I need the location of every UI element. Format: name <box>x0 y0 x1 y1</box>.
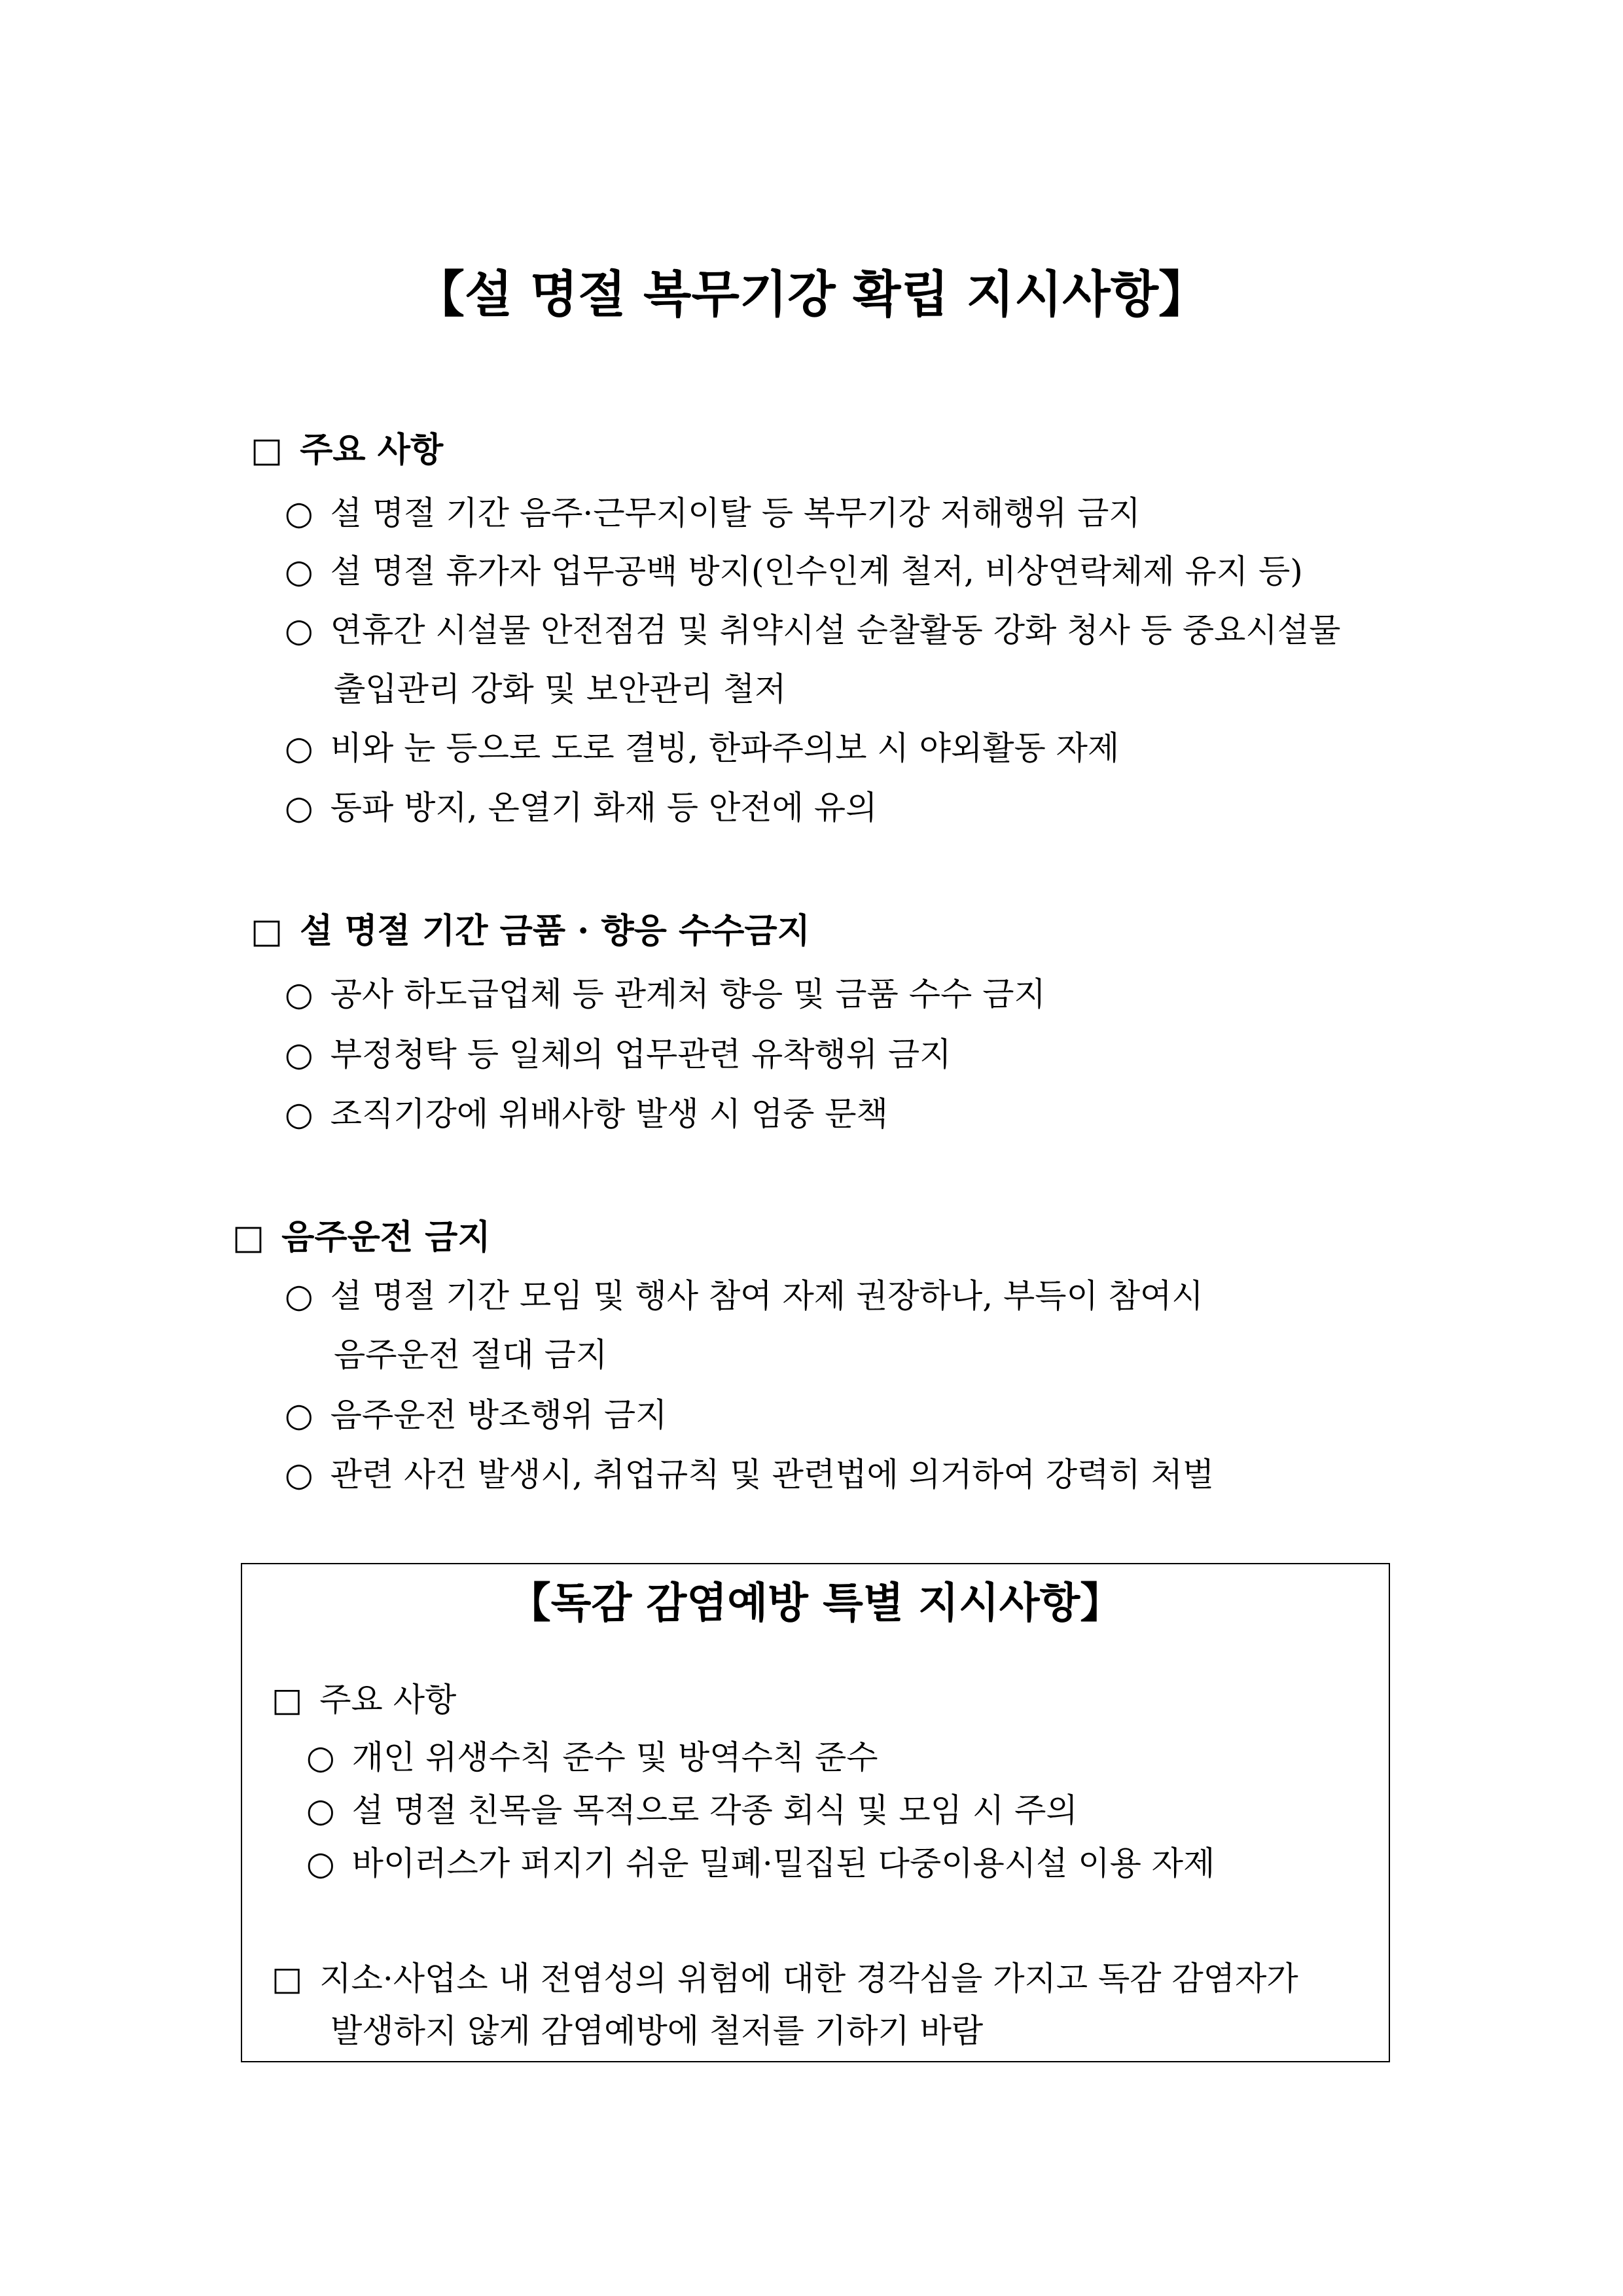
list-item: ○ 공사 하도급업체 등 관계처 향응 및 금품 수수 금지 <box>285 971 1046 1017</box>
circle-bullet-icon: ○ <box>285 494 313 532</box>
section-heading-main <box>251 427 443 473</box>
list-item: ○ 설 명절 기간 음주·근무지이탈 등 복무기강 저해행위 금지 <box>285 490 1141 536</box>
list-item: ○ 바이러스가 퍼지기 쉬운 밀폐·밀집된 다중이용시설 이용 자제 <box>306 1840 1215 1886</box>
circle-bullet-icon: ○ <box>285 1396 313 1434</box>
circle-bullet-icon: ○ <box>306 1844 335 1882</box>
square-bullet-icon: □ <box>272 1960 303 1998</box>
circle-bullet-icon: ○ <box>285 611 313 649</box>
list-item-continuation: 출입관리 강화 및 보안관리 철저 <box>334 670 787 708</box>
circle-bullet-icon: ○ <box>285 975 313 1013</box>
box-heading-label: 주요 사항 <box>319 1681 457 1719</box>
section-heading-gifts <box>251 908 810 954</box>
circle-bullet-icon: ○ <box>285 1095 313 1133</box>
list-item: ○ 개인 위생수칙 준수 및 방역수칙 준수 <box>306 1734 878 1780</box>
box-title: 【독감 감염예방 특별 지시사항】 <box>508 1579 1122 1628</box>
section-heading-label: 음주운전 금지 <box>281 1217 491 1257</box>
circle-bullet-icon: ○ <box>285 1456 313 1494</box>
list-item-continuation: 음주운전 절대 금지 <box>334 1336 608 1374</box>
section-heading-drunk-driving <box>232 1215 491 1261</box>
list-item: ○ 관련 사건 발생시, 취업규칙 및 관련법에 의거하여 강력히 처벌 <box>285 1452 1214 1498</box>
list-item: ○ 조직기강에 위배사항 발생 시 엄중 문책 <box>285 1091 888 1137</box>
list-item: ○ 부정청탁 등 일체의 업무관련 유착행위 금지 <box>285 1031 952 1077</box>
list-item: ○ 동파 방지, 온열기 화재 등 안전에 유의 <box>285 785 877 831</box>
circle-bullet-icon: ○ <box>306 1791 335 1829</box>
box-note-line: 지소·사업소 내 전염성의 위험에 대한 경각심을 가지고 독감 감염자가 <box>319 1960 1298 1998</box>
list-item: ○ 설 명절 기간 모임 및 행사 참여 자제 권장하나, 부득이 참여시 <box>285 1273 1204 1319</box>
circle-bullet-icon: ○ <box>306 1738 335 1776</box>
list-item: ○ 비와 눈 등으로 도로 결빙, 한파주의보 시 야외활동 자제 <box>285 725 1119 771</box>
list-item: ○ 음주운전 방조행위 금지 <box>285 1392 667 1438</box>
square-bullet-icon: □ <box>232 1217 265 1257</box>
box-note-continuation: 발생하지 않게 감염예방에 철저를 기하기 바람 <box>330 2012 984 2050</box>
list-item: ○ 연휴간 시설물 안전점검 및 취약시설 순찰활동 강화 청사 등 중요시설물 <box>285 607 1340 653</box>
square-bullet-icon: □ <box>251 911 283 951</box>
section-heading-label: 주요 사항 <box>300 430 444 470</box>
box-note <box>272 1956 1298 2001</box>
circle-bullet-icon: ○ <box>285 789 313 827</box>
list-item: ○ 설 명절 휴가자 업무공백 방지(인수인계 철저, 비상연락체제 유지 등) <box>285 548 1303 594</box>
square-bullet-icon: □ <box>272 1681 303 1719</box>
circle-bullet-icon: ○ <box>285 1035 313 1073</box>
section-heading-label: 설 명절 기간 금품 · 향응 수수금지 <box>300 911 810 951</box>
document-title: 【설 명절 복무기강 확립 지시사항】 <box>414 265 1209 323</box>
box-section-heading <box>272 1677 456 1723</box>
circle-bullet-icon: ○ <box>285 729 313 767</box>
circle-bullet-icon: ○ <box>285 1277 313 1315</box>
circle-bullet-icon: ○ <box>285 552 313 590</box>
square-bullet-icon: □ <box>251 430 283 470</box>
list-item: ○ 설 명절 친목을 목적으로 각종 회식 및 모임 시 주의 <box>306 1787 1078 1833</box>
